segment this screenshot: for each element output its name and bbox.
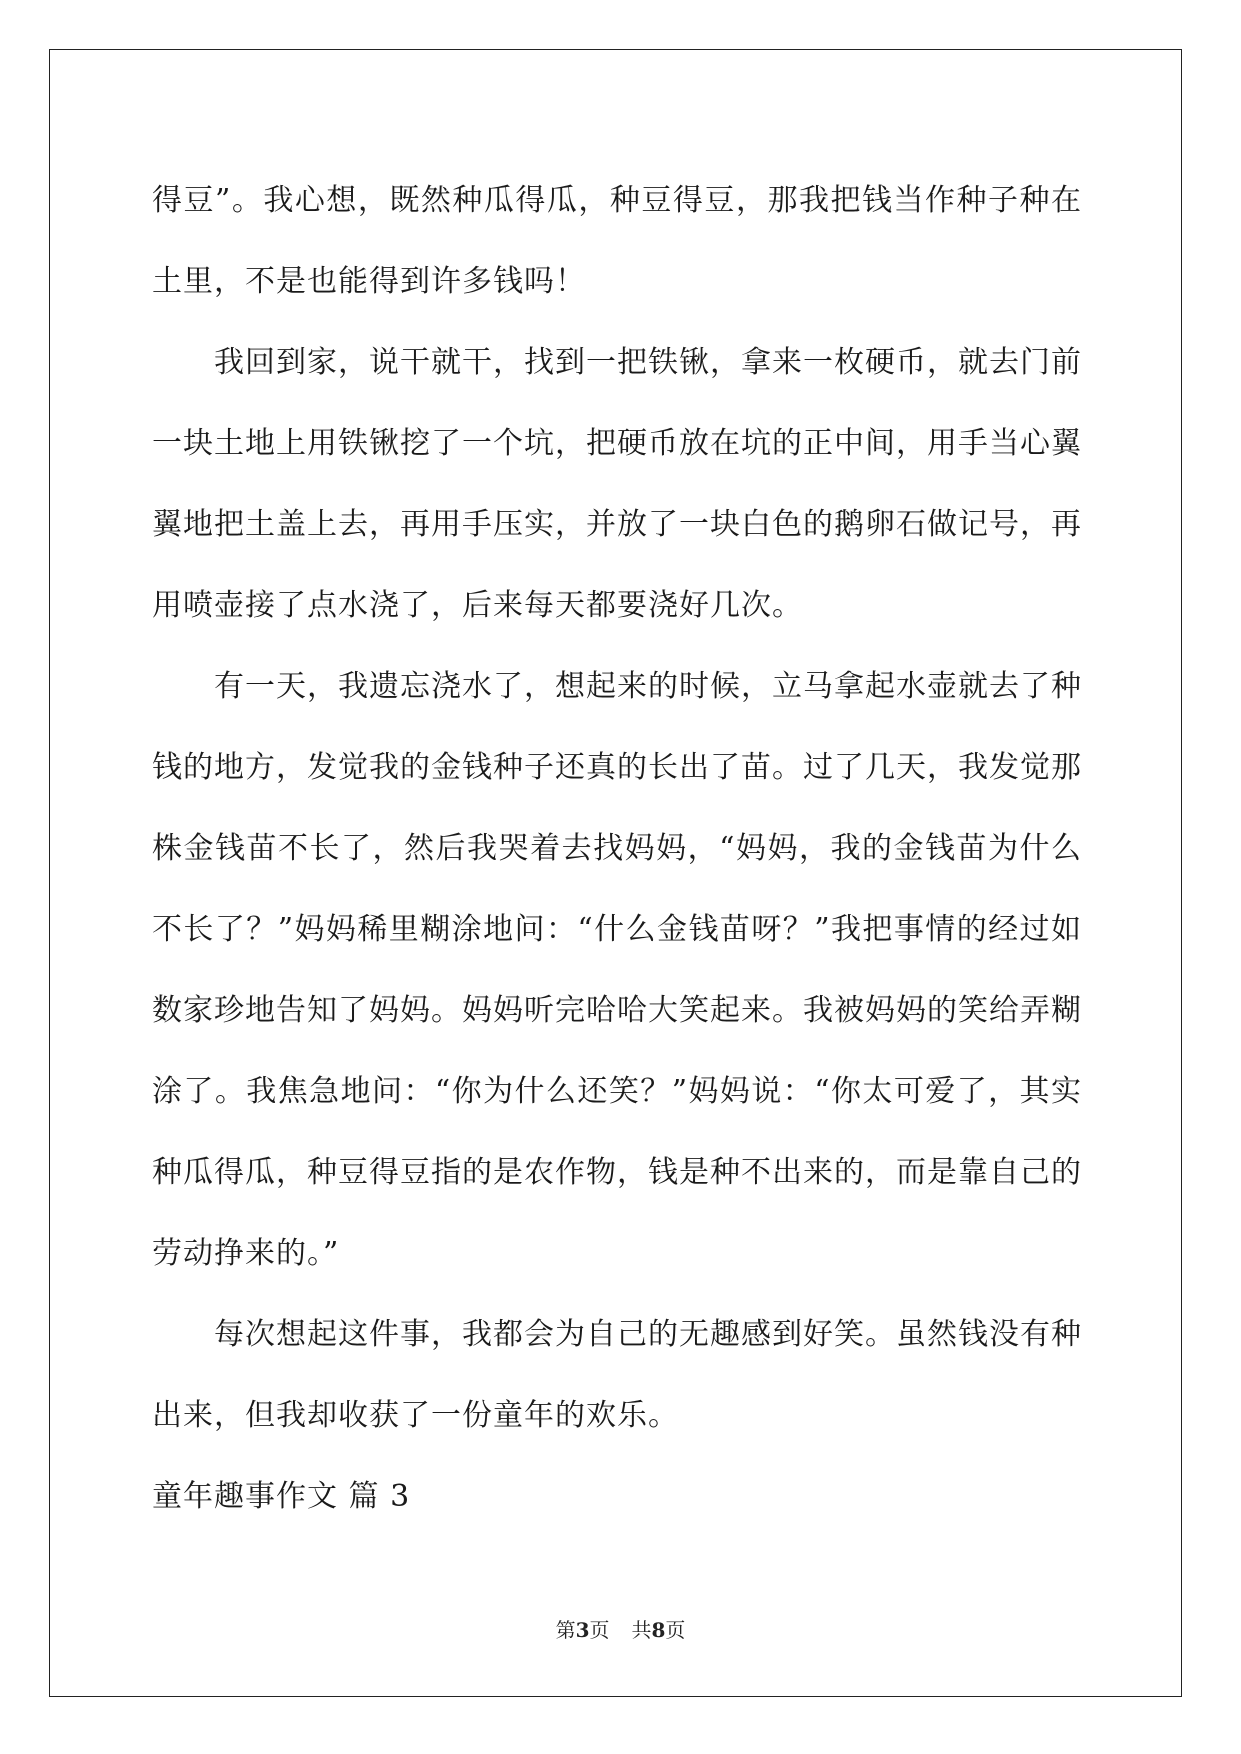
section-heading: 童年趣事作文 篇 3 (152, 1479, 411, 1514)
paragraph-1: 得豆”。我心想，既然种瓜得瓜，种豆得豆，那我把钱当作种子种在土里，不是也能得到许多钱吗！ (152, 183, 1082, 299)
page-suffix: 页 (589, 1618, 610, 1642)
document-body (152, 160, 1082, 1537)
page-total: 8 (651, 1618, 666, 1642)
page-current: 3 (575, 1618, 590, 1642)
page-prefix: 第 (555, 1618, 576, 1642)
paragraph-4: 每次想起这件事，我都会为自己的无趣感到好笑。虽然钱没有种出来，但我却收获了一份童年的欢乐。 (152, 1317, 1082, 1433)
paragraph-2: 我回到家，说干就干，找到一把铁锹，拿来一枚硬币，就去门前一块土地上用铁锹挖了一个坑，把硬币放在坑的正中间，用手当心翼翼地把土盖上去，再用手压实，并放了一块白色的鹅卵石做记号，再用喷壶接了点水浇了，后来每天都要浇好几次。 (152, 345, 1082, 623)
page-footer (0, 1614, 1241, 1643)
total-prefix: 共 (631, 1618, 652, 1642)
paragraph-3: 有一天，我遗忘浇水了，想起来的时候，立马拿起水壶就去了种钱的地方，发觉我的金钱种子还真的长出了苗。过了几天，我发觉那株金钱苗不长了，然后我哭着去找妈妈，“妈妈，我的金钱苗为什么不长了？”妈妈稀里糊涂地问：“什么金钱苗呀？”我把事情的经过如数家珍地告知了妈妈。妈妈听完哈哈大笑起来。我被妈妈的笑给弄糊涂了。我焦急地问：“你为什么还笑？”妈妈说：“你太可爱了，其实种瓜得瓜，种豆得豆指的是农作物，钱是种不出来的，而是靠自己的劳动挣来的。” (152, 669, 1082, 1271)
total-suffix: 页 (665, 1618, 686, 1642)
